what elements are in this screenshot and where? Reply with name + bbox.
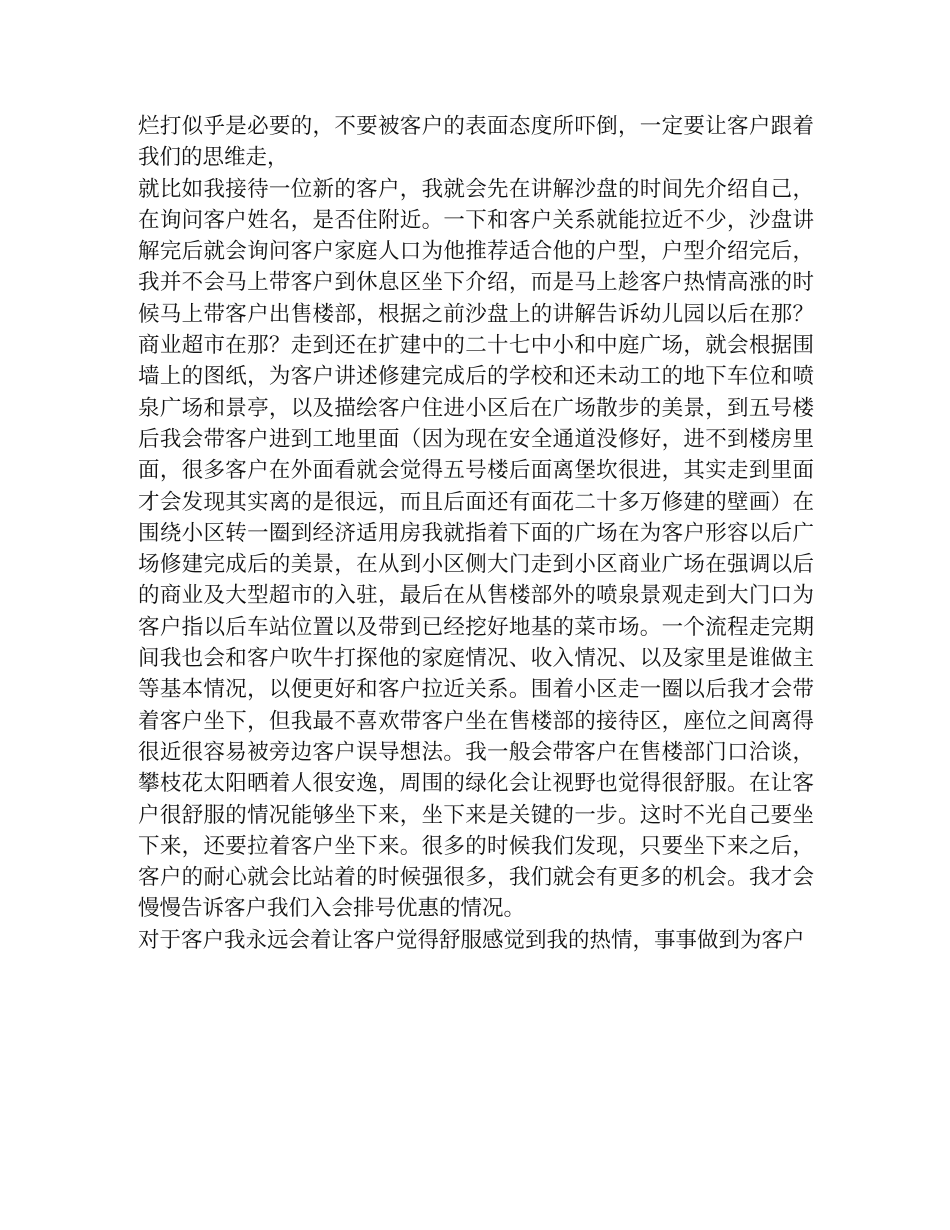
- paragraph-2: 就比如我接待一位新的客户，我就会先在讲解沙盘的时间先介绍自己，在询问客户姓名，是否住附近。一下和客户关系就能拉近不少，沙盘讲解完后就会询问客户家庭人口为他推荐适合他的户型，户型介绍完后，我并不会马上带客户到休息区坐下介绍，而是马上趁客户热情高涨的时候马上带客户出售楼部，根据之前沙盘上的讲解告诉幼儿园以后在那？商业超市在那？走到还在扩建中的二十七中小和中庭广场，就会根据围墙上的图纸，为客户讲述修建完成后的学校和还未动工的地下车位和喷泉广场和景亭，以及描绘客户住进小区后在广场散步的美景，到五号楼后我会带客户进到工地里面（因为现在安全通道没修好，进不到楼房里面，很多客户在外面看就会觉得五号楼后面离堡坎很进，其实走到里面才会发现其实离的是很远，而且后面还有面花二十多万修建的壁画）在围绕小区转一圈到经济适用房我就指着下面的广场在为客户形容以后广场修建完成后的美景，在从到小区侧大门走到小区商业广场在强调以后的商业及大型超市的入驻，最后在从售楼部外的喷泉景观走到大门口为客户指以后车站位置以及带到已经挖好地基的菜市场。一个流程走完期间我也会和客户吹牛打探他的家庭情况、收入情况、以及家里是谁做主等基本情况，以便更好和客户拉近关系。围着小区走一圈以后我才会带着客户坐下，但我最不喜欢带客户坐在售楼部的接待区，座位之间离得很近很容易被旁边客户误导想法。我一般会带客户在售楼部门口洽谈，攀枝花太阳晒着人很安逸，周围的绿化会让视野也觉得很舒服。在让客户很舒服的情况能够坐下来，坐下来是关键的一步。这时不光自己要坐下来，还要拉着客户坐下来。很多的时候我们发现，只要坐下来之后，客户的耐心就会比站着的时候强很多，我们就会有更多的机会。我才会慢慢告诉客户我们入会排号优惠的情况。: [138, 176, 814, 922]
- document-body: [138, 111, 814, 956]
- paragraph-3: 对于客户我永远会着让客户觉得舒服感觉到我的热情，事事做到为客户: [138, 927, 805, 953]
- paragraph-1: 烂打似乎是必要的，不要被客户的表面态度所吓倒，一定要让客户跟着我们的思维走，: [138, 114, 814, 171]
